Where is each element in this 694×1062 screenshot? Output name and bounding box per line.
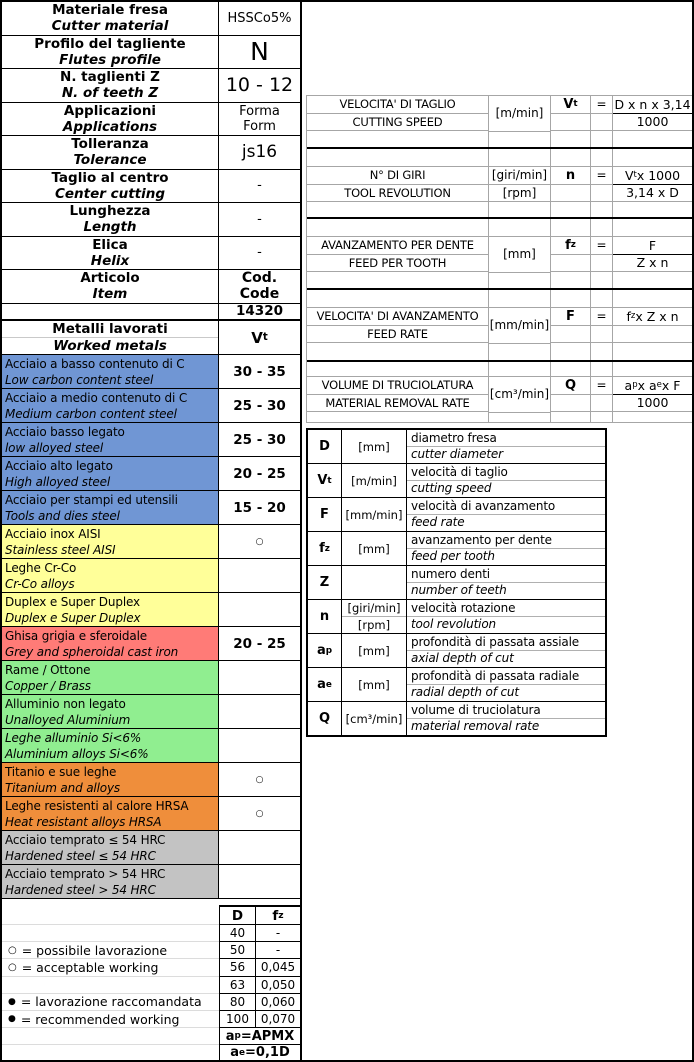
metal-name-en: Grey and spheroidal cast iron <box>5 644 179 659</box>
metal-label <box>2 423 219 456</box>
glossary-desc-it: avanzamento per dente <box>407 532 605 549</box>
metal-row <box>2 729 300 763</box>
spec-value-line: HSSCo5% <box>227 10 292 26</box>
glossary-desc-en: feed per tooth <box>411 548 495 563</box>
spec-label-it: Lunghezza <box>69 203 151 220</box>
metal-name-it: Leghe resistenti al calore HRSA <box>5 798 189 813</box>
glossary-row <box>308 532 605 566</box>
spec-label <box>2 170 219 203</box>
item-code-row <box>2 304 300 322</box>
formula-symbol: f z <box>551 237 590 255</box>
metal-vt-value <box>219 831 300 864</box>
spec-label-it: Articolo <box>80 270 140 287</box>
spec-label-it: Elica <box>92 236 128 253</box>
glossary-unit: [mm/min] <box>345 507 403 522</box>
metal-label <box>2 559 219 592</box>
spec-label-en: Length <box>83 219 137 236</box>
metal-name-it: Ghisa grigia e sferoidale <box>5 628 148 643</box>
glossary-symbol: a e <box>308 668 342 701</box>
metal-name-en: Copper / Brass <box>5 678 91 693</box>
metals-header-label <box>2 321 219 354</box>
metals-header-it: Metalli lavorati <box>2 321 218 338</box>
formula-denominator: 1000 <box>613 395 692 413</box>
glossary-desc-en: cutter diameter <box>411 446 503 461</box>
formula-denominator <box>613 326 692 344</box>
formula-denominator: Z x n <box>613 255 692 273</box>
glossary-desc-it: velocità rotazione <box>407 600 605 617</box>
glossary-unit: [cm³/min] <box>345 711 403 726</box>
metal-row <box>2 491 300 525</box>
hollow-circle-icon: ○ <box>8 944 17 956</box>
dfz-row <box>220 942 300 959</box>
glossary-desc-it: volume di truciolatura <box>407 702 605 719</box>
metal-vt-value <box>219 593 300 626</box>
metal-name-it: Leghe alluminio Si<6% <box>5 730 142 745</box>
spec-value <box>219 270 300 303</box>
glossary-desc-en: cutting speed <box>411 480 492 495</box>
legend-spacer-row <box>2 925 219 942</box>
metal-label <box>2 661 219 694</box>
legend-text: = acceptable working <box>21 959 159 975</box>
metal-vt-value: ○ <box>219 525 300 558</box>
spec-label <box>2 69 219 102</box>
spec-value <box>219 237 300 270</box>
metal-name-it: Acciaio inox AISI <box>5 526 101 541</box>
metal-vt-value: 20 - 25 <box>219 457 300 490</box>
spec-row-taglio <box>2 170 300 204</box>
spec-row-lunghezza <box>2 203 300 237</box>
diameter-feed-table <box>219 905 300 1060</box>
glossary-desc-en: number of teeth <box>411 582 507 597</box>
formula-denominator: 3,14 x D <box>613 185 692 203</box>
spec-label-it: N. taglienti Z <box>60 69 160 86</box>
formula-table <box>306 95 692 423</box>
glossary-row <box>308 566 605 600</box>
glossary-desc-it: numero denti <box>407 566 605 583</box>
spec-label-it: Profilo del tagliente <box>34 35 186 52</box>
formula-label-en: MATERIAL REMOVAL RATE <box>307 395 488 413</box>
spec-row-profilo <box>2 36 300 70</box>
dfz-d-value: 50 <box>220 942 256 958</box>
dfz-fz-value: 0,070 <box>260 1012 296 1027</box>
formula-group-tool-revolution <box>307 147 692 217</box>
equals-sign: = <box>591 167 612 185</box>
equals-sign: = <box>591 377 612 395</box>
metal-vt-value: ○ <box>219 763 300 796</box>
spec-value <box>219 2 300 35</box>
dfz-fz-value: 0,045 <box>260 960 296 975</box>
glossary-desc-it: profondità di passata radiale <box>407 668 605 685</box>
spec-value <box>219 136 300 169</box>
spec-row-tolleranza <box>2 136 300 170</box>
item-code-value: 14320 <box>236 303 283 320</box>
glossary-desc-it: velocità di taglio <box>407 464 605 481</box>
spec-label <box>2 136 219 169</box>
formula-group-feed-per-tooth <box>307 217 692 288</box>
metal-label <box>2 729 219 762</box>
glossary-symbol: Z <box>308 566 342 599</box>
metal-name-en: Hardened steel > 54 HRC <box>5 882 156 897</box>
metal-name-en: Heat resistant alloys HRSA <box>5 814 162 829</box>
metal-name-en: Cr-Co alloys <box>5 576 75 591</box>
dfz-header-row <box>220 907 300 925</box>
glossary-desc-en: material removal rate <box>411 718 540 733</box>
metal-name-it: Leghe Cr-Co <box>5 560 77 575</box>
metal-label <box>2 695 219 728</box>
dfz-row <box>220 1011 300 1028</box>
metal-row <box>2 831 300 865</box>
metal-label <box>2 797 219 830</box>
formula-symbol: Q <box>551 377 590 395</box>
dfz-row <box>220 977 300 994</box>
spec-label-en: Flutes profile <box>59 51 161 68</box>
spec-value <box>219 170 300 203</box>
glossary-symbol: a p <box>308 634 342 667</box>
formula-label-it: VOLUME DI TRUCIOLATURA <box>307 377 488 395</box>
dfz-d-value: 80 <box>220 994 256 1010</box>
glossary-row <box>308 702 605 735</box>
spec-row-materiale <box>2 2 300 36</box>
metal-name-it: Acciaio temprato ≤ 54 HRC <box>5 832 166 847</box>
legend-item <box>2 994 219 1011</box>
spec-row-applicazioni <box>2 103 300 137</box>
glossary-desc-it: diametro fresa <box>407 430 605 447</box>
legend-text: = lavorazione raccomandata <box>20 994 202 1010</box>
metal-name-en: Unalloyed Aluminium <box>5 712 131 727</box>
metal-label <box>2 627 219 660</box>
formula-numerator: F <box>613 237 692 255</box>
metal-row <box>2 865 300 899</box>
formula-unit: [giri/min] <box>489 167 550 185</box>
metal-vt-value <box>219 695 300 728</box>
legend-spacer-row <box>2 1028 219 1045</box>
bottom-left-section <box>2 905 300 1060</box>
symbol-glossary-table <box>306 428 607 737</box>
metal-row <box>2 695 300 729</box>
formula-unit: [cm³/min] <box>489 377 550 413</box>
metal-name-en: Low carbon content steel <box>5 372 154 387</box>
metal-vt-value <box>219 661 300 694</box>
formula-expression: f z x Z x n <box>613 308 692 326</box>
metal-vt-value: 25 - 30 <box>219 389 300 422</box>
equals-sign: = <box>591 237 612 255</box>
metal-name-en: High alloyed steel <box>5 474 111 489</box>
glossary-row <box>308 464 605 498</box>
metal-name-it: Rame / Ottone <box>5 662 91 677</box>
metal-vt-value <box>219 865 300 898</box>
formula-numerator: V t x 1000 <box>613 167 692 185</box>
metal-name-it: Acciaio basso legato <box>5 424 125 439</box>
formula-symbol: V t <box>551 96 590 114</box>
spec-value <box>219 203 300 236</box>
dfz-d-value: 63 <box>220 977 256 993</box>
metal-name-it: Acciaio alto legato <box>5 458 113 473</box>
glossary-row <box>308 498 605 532</box>
glossary-desc-en: tool revolution <box>411 616 496 631</box>
spec-value <box>219 36 300 69</box>
spec-label-en: Applications <box>62 118 158 135</box>
glossary-symbol: V t <box>308 464 342 497</box>
glossary-symbol: F <box>308 498 342 531</box>
metal-label <box>2 831 219 864</box>
metal-row <box>2 627 300 661</box>
metal-name-en: Medium carbon content steel <box>5 406 177 421</box>
spec-label <box>2 237 219 270</box>
dfz-fz-value: - <box>275 943 281 958</box>
glossary-desc-en: feed rate <box>411 514 465 529</box>
metal-vt-value: ○ <box>219 797 300 830</box>
formula-group-cutting-speed <box>307 96 692 147</box>
spec-value <box>219 103 300 136</box>
spec-value-line: Forma <box>239 103 280 119</box>
item-code-empty-cell <box>2 304 219 320</box>
spec-value-line: 10 - 12 <box>225 73 294 96</box>
glossary-unit: [mm] <box>358 439 390 454</box>
metal-vt-value: 30 - 35 <box>219 355 300 388</box>
glossary-row <box>308 668 605 702</box>
dfz-fz-value: - <box>275 926 281 941</box>
formula-label-it: AVANZAMENTO PER DENTE <box>307 237 488 255</box>
formula-label-it: VELOCITA' DI TAGLIO <box>307 96 488 114</box>
filled-circle-icon: ● <box>8 996 16 1007</box>
metal-name-it: Acciaio a medio contenuto di C <box>5 390 188 405</box>
dfz-row <box>220 959 300 976</box>
spec-label-en: Center cutting <box>54 185 166 202</box>
metal-row <box>2 457 300 491</box>
spec-label-en: Cutter material <box>51 18 169 35</box>
metal-name-en: Duplex e Super Duplex <box>5 610 141 625</box>
formula-label-en: FEED PER TOOTH <box>307 255 488 273</box>
spec-row-articolo <box>2 270 300 304</box>
glossary-unit: [m/min] <box>351 473 397 488</box>
spec-value-line: - <box>257 211 262 227</box>
glossary-desc-en: axial depth of cut <box>411 650 514 665</box>
glossary-unit-2: [rpm] <box>357 617 391 632</box>
spec-value-line: Code <box>239 286 280 303</box>
dfz-d-value: 100 <box>220 1011 256 1027</box>
legend <box>2 905 219 1060</box>
ap-apmx-note: a p =APMX <box>220 1028 300 1045</box>
legend-text: = recommended working <box>20 1011 180 1027</box>
glossary-unit: [mm] <box>358 541 390 556</box>
spec-value-line: - <box>257 178 262 194</box>
metal-row <box>2 525 300 559</box>
spec-label <box>2 103 219 136</box>
metal-row <box>2 355 300 389</box>
metal-label <box>2 457 219 490</box>
formula-label-en: FEED RATE <box>307 326 488 344</box>
equals-sign: = <box>591 308 612 326</box>
spec-label-it: Taglio al centro <box>51 169 169 186</box>
formula-symbol: F <box>551 308 590 326</box>
formula-denominator: 1000 <box>613 114 692 132</box>
formula-unit-2: [rpm] <box>489 185 550 203</box>
metal-name-en: Stainless steel AISI <box>5 542 116 557</box>
metal-name-en: Aluminium alloys Si<6% <box>5 746 149 761</box>
metal-label <box>2 389 219 422</box>
formula-unit: [m/min] <box>489 96 550 132</box>
legend-spacer-row <box>2 977 219 994</box>
metal-name-it: Acciaio temprato > 54 HRC <box>5 866 166 881</box>
formula-symbol: n <box>551 167 590 185</box>
glossary-desc-en: radial depth of cut <box>411 684 519 699</box>
dfz-row <box>220 994 300 1011</box>
glossary-row <box>308 430 605 464</box>
spec-label-en: N. of teeth Z <box>61 85 159 102</box>
glossary-unit: [giri/min] <box>342 600 406 617</box>
formula-unit: [mm] <box>489 237 550 273</box>
spec-label <box>2 2 219 35</box>
dfz-header-fz: f z <box>272 907 284 924</box>
metal-name-it: Duplex e Super Duplex <box>5 594 140 609</box>
spec-value-line: - <box>257 245 262 261</box>
metal-vt-value: 20 - 25 <box>219 627 300 660</box>
glossary-symbol: n <box>308 600 342 633</box>
metal-vt-value: 25 - 30 <box>219 423 300 456</box>
spec-value-line: N <box>250 37 269 67</box>
legend-item <box>2 942 219 959</box>
formula-label-en: TOOL REVOLUTION <box>307 185 488 203</box>
metals-header-en: Worked metals <box>53 338 167 354</box>
formula-label-it: VELOCITA' DI AVANZAMENTO <box>307 308 488 326</box>
spec-label <box>2 270 219 303</box>
spec-value <box>219 69 300 102</box>
metals-header <box>2 321 300 355</box>
spec-row-taglienti <box>2 69 300 103</box>
formula-group-material-removal <box>307 360 692 422</box>
glossary-symbol: D <box>308 430 342 463</box>
metal-label <box>2 763 219 796</box>
spec-value-line: js16 <box>241 141 278 162</box>
spec-label-en: Tolerance <box>73 152 147 169</box>
metal-label <box>2 491 219 524</box>
metal-name-it: Acciaio per stampi ed utensili <box>5 492 178 507</box>
metal-name-it: Titanio e sue leghe <box>5 764 117 779</box>
metal-row <box>2 593 300 627</box>
formula-label-en: CUTTING SPEED <box>307 114 488 132</box>
spec-value-line: Form <box>243 118 276 134</box>
metal-name-en: low alloyed steel <box>5 440 104 455</box>
metal-vt-value <box>219 559 300 592</box>
metal-row <box>2 661 300 695</box>
legend-item <box>2 1011 219 1028</box>
metal-label <box>2 525 219 558</box>
metal-name-en: Tools and dies steel <box>5 508 120 523</box>
spec-label <box>2 203 219 236</box>
dfz-header-d: D <box>220 907 256 924</box>
metal-row <box>2 389 300 423</box>
spec-label <box>2 36 219 69</box>
metal-row <box>2 763 300 797</box>
spec-label-it: Materiale fresa <box>52 2 168 19</box>
metal-label <box>2 865 219 898</box>
formula-label-it: N° DI GIRI <box>307 167 488 185</box>
legend-spacer-row <box>2 905 219 925</box>
equals-sign: = <box>591 96 612 114</box>
metal-name-it: Alluminio non legato <box>5 696 126 711</box>
spec-label-en: Item <box>92 286 128 303</box>
spec-row-elica <box>2 237 300 271</box>
dfz-d-value: 56 <box>220 959 256 975</box>
spec-label-en: Helix <box>90 252 130 269</box>
metal-name-en: Hardened steel ≤ 54 HRC <box>5 848 156 863</box>
formula-unit: [mm/min] <box>489 308 550 344</box>
dfz-fz-value: 0,050 <box>260 977 296 992</box>
spec-label-it: Applicazioni <box>63 102 157 119</box>
metal-name-en: Titanium and alloys <box>5 780 121 795</box>
legend-text: = possibile lavorazione <box>21 942 168 958</box>
filled-circle-icon: ● <box>8 1014 16 1025</box>
metals-vt-header: V t <box>251 328 268 347</box>
hollow-circle-icon: ○ <box>8 961 17 973</box>
glossary-symbol: f z <box>308 532 342 565</box>
glossary-unit: [mm] <box>358 643 390 658</box>
glossary-row <box>308 634 605 668</box>
glossary-desc-it: velocità di avanzamento <box>407 498 605 515</box>
spec-value-line: Cod. <box>241 270 278 287</box>
glossary-row <box>308 600 605 634</box>
metal-vt-value <box>219 729 300 762</box>
formula-numerator: D x n x 3,14 <box>614 96 691 112</box>
left-section <box>2 2 302 1060</box>
legend-item <box>2 959 219 976</box>
formula-group-feed-rate <box>307 288 692 360</box>
metal-label <box>2 593 219 626</box>
glossary-symbol: Q <box>308 702 342 735</box>
legend-spacer-row <box>2 1045 219 1060</box>
metal-row <box>2 797 300 831</box>
formula-numerator: a p x a e x F <box>613 377 692 395</box>
metal-row <box>2 423 300 457</box>
glossary-unit: [mm] <box>358 677 390 692</box>
metal-label <box>2 355 219 388</box>
dfz-d-value: 40 <box>220 925 256 941</box>
metal-vt-value: 15 - 20 <box>219 491 300 524</box>
metal-row <box>2 559 300 593</box>
dfz-fz-value: 0,060 <box>260 994 296 1009</box>
metal-name-it: Acciaio a basso contenuto di C <box>5 356 185 371</box>
spec-label-it: Tolleranza <box>71 136 149 153</box>
ae-01d-note: a e =0,1D <box>230 1045 290 1061</box>
glossary-desc-it: profondità di passata assiale <box>407 634 605 651</box>
dfz-row <box>220 925 300 942</box>
